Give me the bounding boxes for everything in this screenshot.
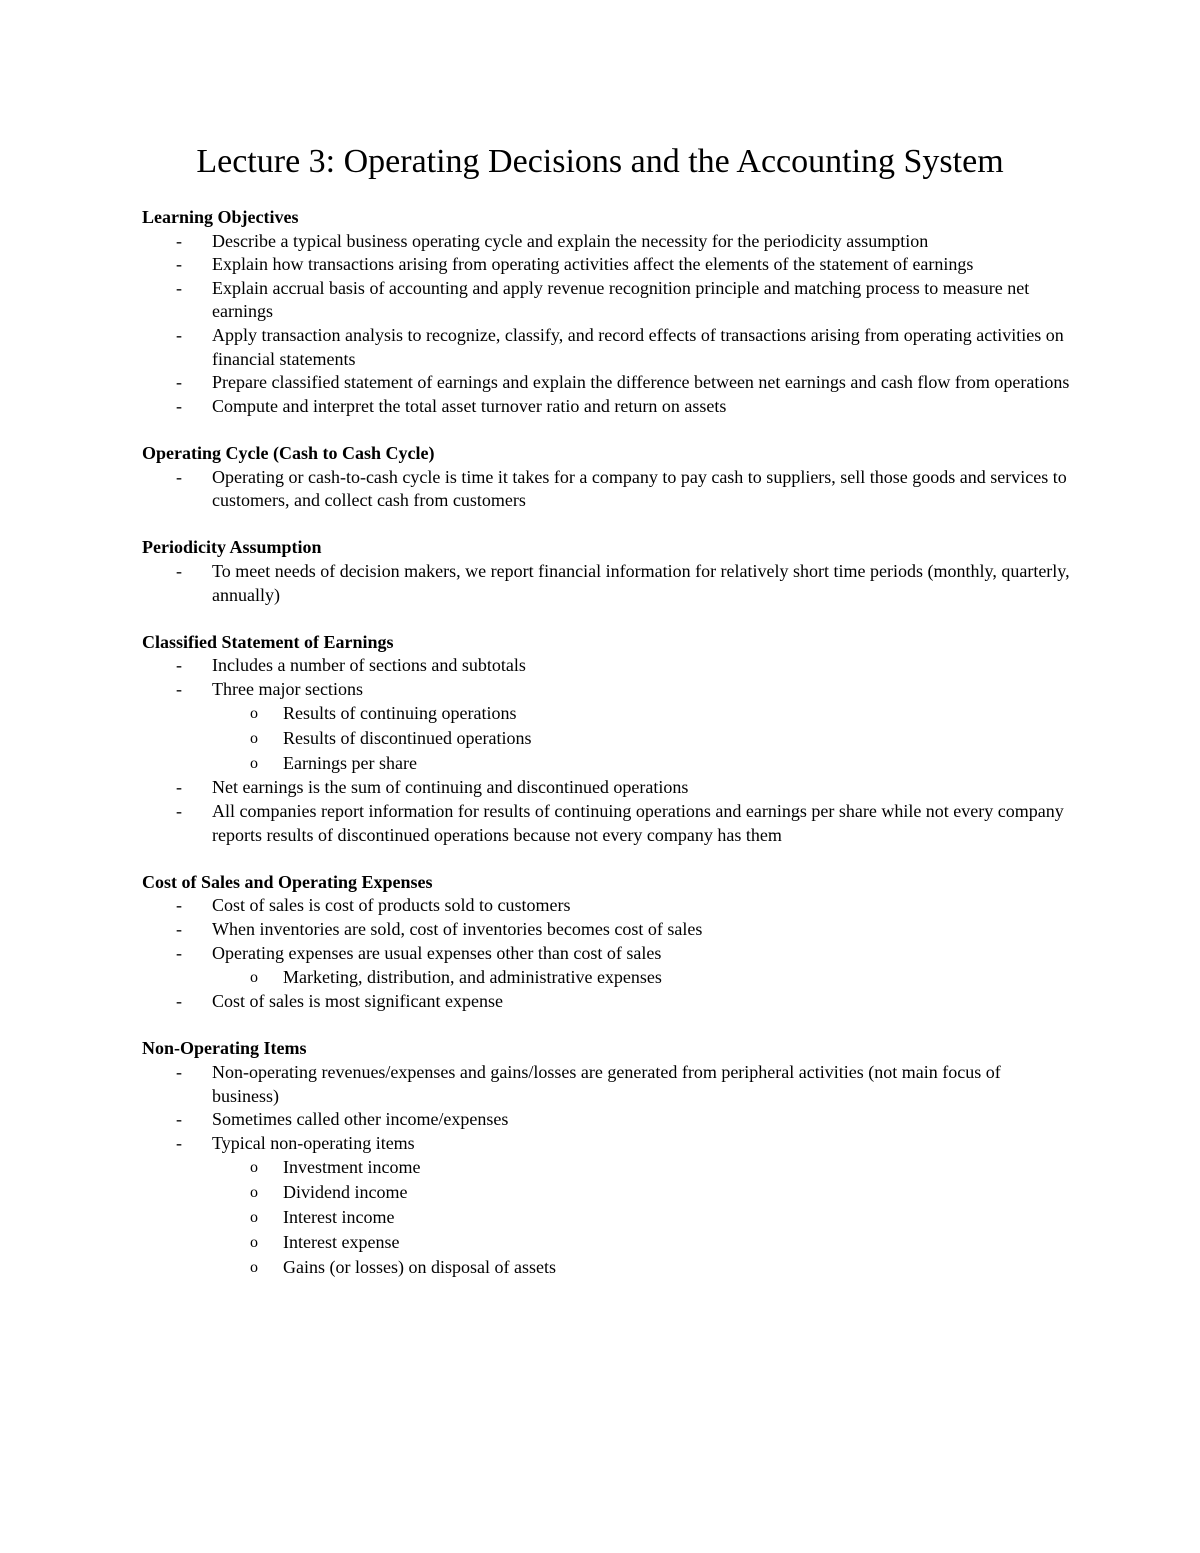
section — [142, 1037, 1072, 1280]
sub-bullet-item — [142, 751, 1072, 776]
sub-bullet-text: Gains (or losses) on disposal of assets — [283, 1257, 556, 1278]
dash-bullet-marker: - — [176, 230, 182, 251]
bullet-text: When inventories are sold, cost of inventories becomes cost of sales — [212, 919, 703, 940]
bullet-text: Explain how transactions arising from operating activities affect the elements of the statement of earnings — [212, 254, 974, 275]
sub-bullet-text: Marketing, distribution, and administrative expenses — [283, 967, 662, 988]
sub-bullet-text: Results of discontinued operations — [283, 728, 532, 749]
bullet-item — [142, 800, 1072, 847]
bullet-list — [142, 654, 1072, 847]
bullet-list — [142, 894, 1072, 1013]
bullet-text: Cost of sales is cost of products sold to customers — [212, 895, 571, 916]
bullet-text: Compute and interpret the total asset turnover ratio and return on assets — [212, 395, 727, 416]
circle-bullet-marker: o — [250, 1259, 258, 1277]
bullet-item — [142, 1108, 1072, 1132]
dash-bullet-marker: - — [176, 560, 182, 581]
sub-bullet-item — [142, 1230, 1072, 1255]
sub-bullet-item — [142, 1205, 1072, 1230]
bullet-item — [142, 371, 1072, 395]
circle-bullet-marker: o — [250, 1209, 258, 1227]
bullet-list — [142, 560, 1072, 607]
bullet-list — [142, 1061, 1072, 1280]
dash-bullet-marker: - — [176, 1132, 182, 1153]
bullet-item — [142, 253, 1072, 277]
bullet-item — [142, 894, 1072, 918]
dash-bullet-marker: - — [176, 466, 182, 487]
bullet-text: Operating or cash-to-cash cycle is time it takes for a company to pay cash to suppliers, sell those goods and services to customers, and collect cash from customers — [212, 466, 1067, 511]
sub-bullet-text: Interest income — [283, 1207, 395, 1228]
section-heading: Periodicity Assumption — [142, 537, 322, 558]
bullet-list — [142, 466, 1072, 513]
bullet-text: Apply transaction analysis to recognize, classify, and record effects of transactions arising from operating activities on financial statements — [212, 324, 1064, 369]
dash-bullet-marker: - — [176, 777, 182, 798]
bullet-item — [142, 654, 1072, 678]
dash-bullet-marker: - — [176, 1062, 182, 1082]
bullet-item — [142, 395, 1072, 419]
section — [142, 871, 1072, 1014]
bullet-item — [142, 324, 1072, 371]
section-heading: Operating Cycle (Cash to Cash Cycle) — [142, 442, 435, 463]
sub-bullet-item — [142, 726, 1072, 751]
circle-bullet-marker: o — [250, 1159, 258, 1177]
bullet-item — [142, 942, 1072, 966]
bullet-text: Three major sections — [212, 678, 363, 699]
dash-bullet-marker: - — [176, 678, 182, 699]
sub-bullet-item — [142, 1180, 1072, 1205]
bullet-text: Net earnings is the sum of continuing and discontinued operations — [212, 777, 689, 798]
bullet-text: To meet needs of decision makers, we report financial information for relatively short time periods (monthly, quarterly, annually) — [212, 560, 1070, 605]
dash-bullet-marker: - — [176, 254, 182, 275]
bullet-item — [142, 560, 1072, 607]
sub-bullet-text: Dividend income — [283, 1182, 408, 1203]
section-heading: Non-Operating Items — [142, 1038, 307, 1059]
dash-bullet-marker: - — [176, 277, 182, 298]
bullet-item — [142, 277, 1072, 324]
bullet-item — [142, 776, 1072, 800]
bullet-text: Sometimes called other income/expenses — [212, 1109, 509, 1130]
page-title: Lecture 3: Operating Decisions and the Accounting System — [196, 143, 1004, 180]
dash-bullet-marker: - — [176, 395, 182, 416]
circle-bullet-marker: o — [250, 1234, 258, 1252]
bullet-text: Operating expenses are usual expenses other than cost of sales — [212, 942, 662, 963]
sub-bullet-text: Earnings per share — [283, 753, 417, 774]
bullet-text: Cost of sales is most significant expense — [212, 991, 503, 1012]
circle-bullet-marker: o — [250, 730, 258, 748]
bullet-item — [142, 230, 1072, 254]
dash-bullet-marker: - — [176, 895, 182, 916]
document-body — [142, 206, 1072, 1304]
bullet-item — [142, 918, 1072, 942]
dash-bullet-marker: - — [176, 324, 182, 345]
sub-bullet-item — [142, 1255, 1072, 1280]
section-heading: Learning Objectives — [142, 207, 299, 227]
section-heading: Classified Statement of Earnings — [142, 631, 394, 652]
bullet-text: Explain accrual basis of accounting and apply revenue recognition principle and matching process to measure net earnings — [212, 277, 1030, 322]
section — [142, 631, 1072, 848]
dash-bullet-marker: - — [176, 991, 182, 1012]
bullet-text: Describe a typical business operating cycle and explain the necessity for the periodicity assumption — [212, 230, 929, 251]
dash-bullet-marker: - — [176, 942, 182, 963]
sub-bullet-item — [142, 701, 1072, 726]
sub-bullet-item — [142, 965, 1072, 990]
bullet-text: Includes a number of sections and subtotals — [212, 655, 526, 676]
circle-bullet-marker: o — [250, 969, 258, 987]
bullet-item — [142, 678, 1072, 702]
sub-bullet-text: Interest expense — [283, 1232, 400, 1253]
dash-bullet-marker: - — [176, 372, 182, 393]
bullet-text: Prepare classified statement of earnings and explain the difference between net earnings and cash flow from operations — [212, 372, 1070, 393]
bullet-text: All companies report information for results of continuing operations and earnings per share while not every company reports results of discontinued operations because not every company has them — [212, 801, 1064, 845]
dash-bullet-marker: - — [176, 801, 182, 822]
bullet-item — [142, 1132, 1072, 1156]
bullet-item — [142, 990, 1072, 1014]
dash-bullet-marker: - — [176, 1109, 182, 1130]
section-heading: Cost of Sales and Operating Expenses — [142, 871, 433, 892]
section — [142, 442, 1072, 513]
circle-bullet-marker: o — [250, 705, 258, 723]
section — [142, 206, 1072, 418]
bullet-text: Typical non-operating items — [212, 1132, 415, 1153]
dash-bullet-marker: - — [176, 919, 182, 940]
sub-bullet-text: Investment income — [283, 1157, 421, 1178]
circle-bullet-marker: o — [250, 755, 258, 773]
dash-bullet-marker: - — [176, 655, 182, 676]
bullet-item — [142, 1061, 1072, 1108]
circle-bullet-marker: o — [250, 1184, 258, 1202]
bullet-list — [142, 230, 1072, 419]
sub-bullet-item — [142, 1155, 1072, 1180]
bullet-text: Non-operating revenues/expenses and gains/losses are generated from peripheral activities (not main focus of business) — [212, 1062, 1001, 1106]
section — [142, 536, 1072, 607]
bullet-item — [142, 466, 1072, 513]
sub-bullet-text: Results of continuing operations — [283, 703, 517, 724]
